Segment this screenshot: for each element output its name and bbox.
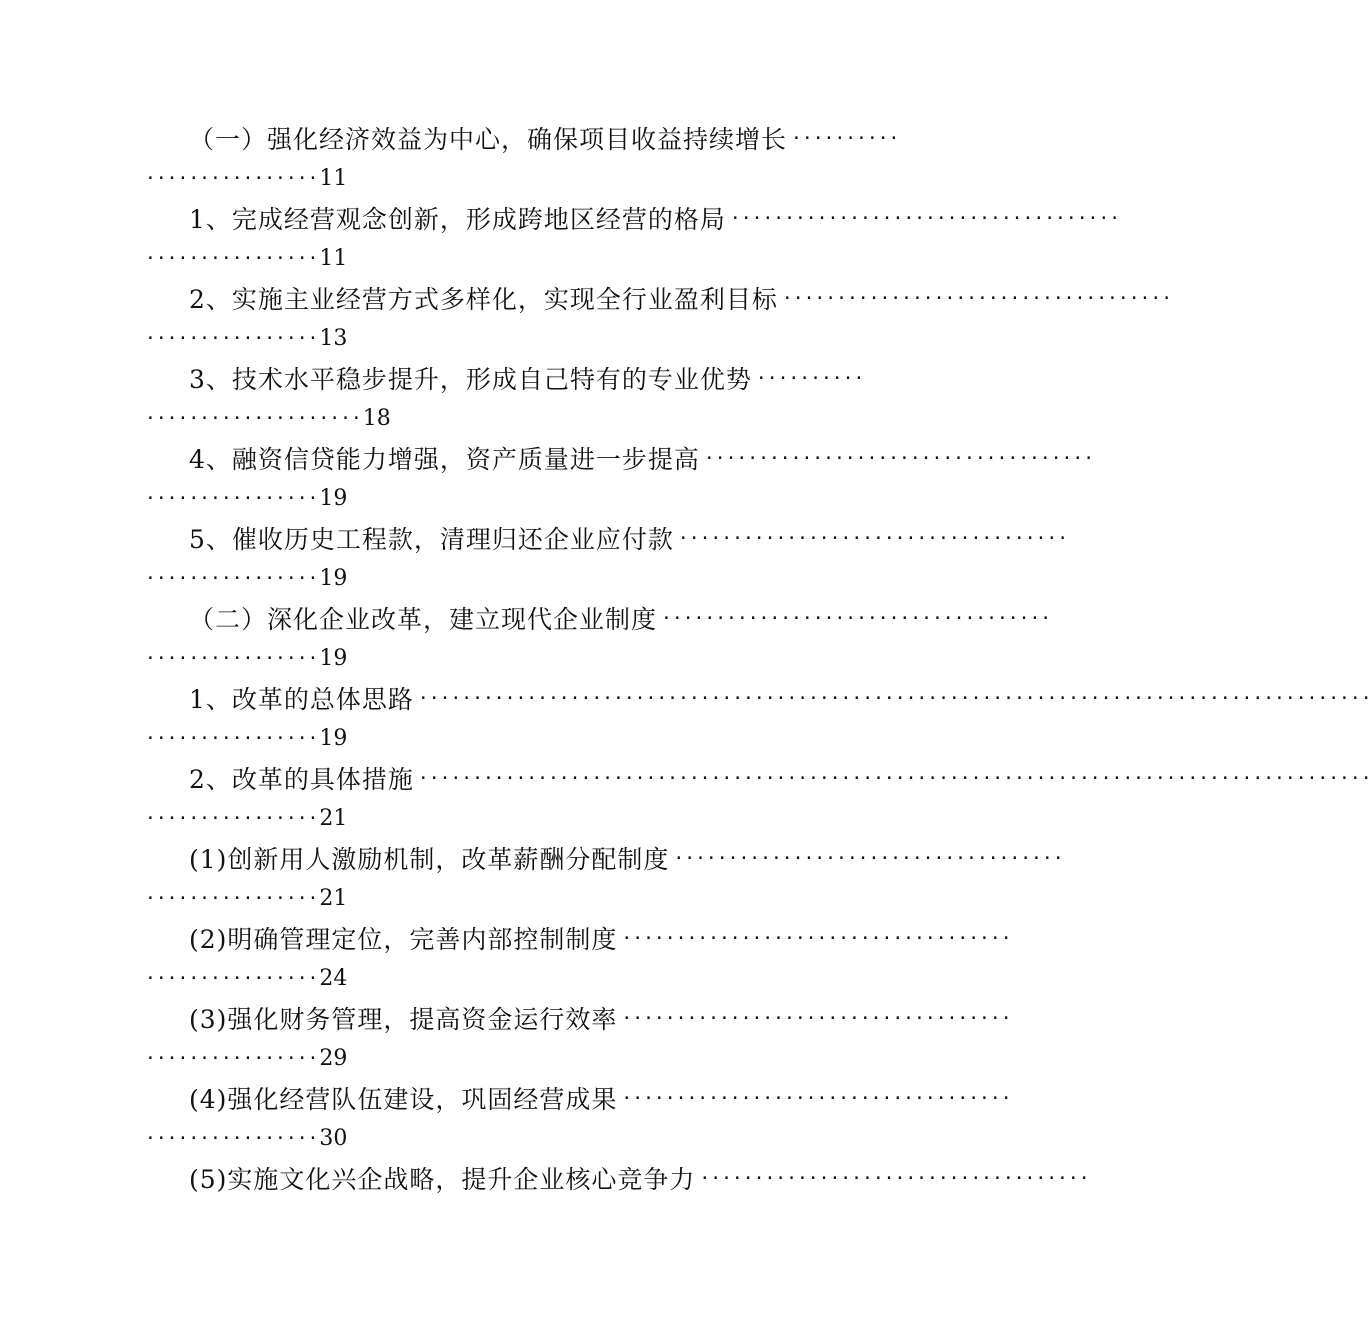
toc-entry[interactable] (0, 678, 1372, 758)
toc-page-number: 13 (319, 325, 348, 351)
toc-page-number: 19 (319, 485, 348, 511)
toc-entry-continuation (145, 960, 347, 996)
toc-leader-dots: ················ (145, 567, 319, 589)
toc-page-number: 19 (319, 565, 348, 591)
toc-leader-dots: ························································································ (417, 767, 1372, 789)
toc-entry[interactable] (0, 1078, 1012, 1158)
toc-entry-title: (3)强化财务管理，提高资金运行效率 (189, 1005, 618, 1034)
toc-entry-line (189, 518, 1069, 558)
toc-entry[interactable] (0, 118, 950, 198)
toc-entry[interactable] (0, 1158, 1090, 1238)
toc-entry-title: 2、实施主业经营方式多样化，实现全行业盈利目标 (189, 285, 778, 314)
toc-entry[interactable] (0, 358, 950, 438)
toc-entry-line (189, 918, 1012, 958)
toc-entry-continuation (145, 720, 347, 756)
toc-entry-line (189, 1078, 1012, 1118)
toc-entry-continuation (145, 400, 391, 436)
toc-entry-line (189, 358, 865, 398)
toc-entry-line (189, 1158, 1090, 1198)
toc-entry-title: 3、技术水平稳步提升，形成自己特有的专业优势 (189, 365, 752, 394)
toc-entry-line (189, 838, 1064, 878)
toc-leader-dots: ···································· (677, 527, 1069, 549)
toc-leader-dots: ················ (145, 887, 319, 909)
toc-entry[interactable] (0, 198, 1121, 278)
toc-leader-dots: ···································· (729, 207, 1121, 229)
toc-entry-line (189, 118, 900, 158)
toc-leader-dots: ················ (145, 807, 319, 829)
toc-entry[interactable] (0, 278, 1173, 358)
toc-page-number: 29 (319, 1045, 348, 1071)
toc-leader-dots: ················ (145, 967, 319, 989)
toc-leader-dots: ················ (145, 327, 319, 349)
toc-entry-title: 1、完成经营观念创新，形成跨地区经营的格局 (189, 205, 726, 234)
toc-page-number: 30 (319, 1125, 348, 1151)
toc-leader-dots: ···································· (621, 1087, 1012, 1109)
toc-leader-dots: ················ (145, 727, 319, 749)
toc-entry-continuation (145, 1040, 347, 1076)
toc-entry-continuation (145, 160, 347, 196)
toc-entry-line (189, 598, 1052, 638)
toc-page-number: 11 (319, 165, 348, 191)
toc-page-number: 21 (319, 885, 348, 911)
toc-leader-dots: ···················· (145, 407, 362, 429)
toc-entry-line (189, 278, 1173, 318)
toc-entry-line (189, 438, 1095, 478)
toc-leader-dots: ·········· (791, 127, 900, 149)
toc-page-number: 11 (319, 245, 348, 271)
toc-leader-dots: ················ (145, 647, 319, 669)
toc-entry[interactable] (0, 518, 1069, 598)
toc-leader-dots: ···································· (621, 927, 1012, 949)
toc-entry-title: (5)实施文化兴企战略，提升企业核心竞争力 (189, 1165, 696, 1194)
toc-leader-dots: ················ (145, 247, 319, 269)
toc-leader-dots: ·········· (755, 367, 865, 389)
toc-entry-line (189, 678, 1372, 718)
toc-entry[interactable] (0, 598, 1052, 678)
toc-leader-dots: ························································································ (417, 687, 1372, 709)
toc-page-number: 21 (319, 805, 348, 831)
toc-leader-dots: ················ (145, 1047, 319, 1069)
toc-entry[interactable] (0, 838, 1064, 918)
toc-entry-continuation (145, 880, 347, 916)
toc-entry[interactable] (0, 758, 1372, 838)
toc-entry-line (189, 998, 1012, 1038)
toc-entry-continuation (145, 800, 347, 836)
toc-entry-title: （一）强化经济效益为中心，确保项目收益持续增长 (189, 125, 788, 154)
toc-leader-dots: ···································· (699, 1167, 1090, 1189)
toc-entry-title: (2)明确管理定位，完善内部控制制度 (189, 925, 618, 954)
toc-leader-dots: ················ (145, 167, 319, 189)
toc-page-number: 19 (319, 645, 348, 671)
toc-leader-dots: ···································· (661, 607, 1052, 629)
toc-leader-dots: ···································· (673, 847, 1064, 869)
table-of-contents (0, 118, 1372, 1238)
toc-page-number: 18 (362, 405, 391, 431)
toc-leader-dots: ···································· (621, 1007, 1012, 1029)
toc-entry-title: 5、催收历史工程款，清理归还企业应付款 (189, 525, 674, 554)
toc-leader-dots: ···································· (781, 287, 1173, 309)
toc-entry-line (189, 758, 1372, 798)
toc-page-number: 19 (319, 725, 348, 751)
toc-entry-continuation (145, 560, 347, 596)
toc-entry-title: 4、融资信贷能力增强，资产质量进一步提高 (189, 445, 700, 474)
toc-entry-title: (4)强化经营队伍建设，巩固经营成果 (189, 1085, 618, 1114)
toc-entry-continuation (145, 1120, 347, 1156)
toc-page-number: 24 (319, 965, 348, 991)
toc-entry[interactable] (0, 438, 1095, 518)
toc-entry-title: 1、改革的总体思路 (189, 685, 414, 714)
toc-leader-dots: ················ (145, 1127, 319, 1149)
toc-leader-dots: ················ (145, 487, 319, 509)
toc-entry-continuation (145, 240, 347, 276)
toc-entry-title: 2、改革的具体措施 (189, 765, 414, 794)
toc-entry-continuation (145, 320, 347, 356)
toc-entry[interactable] (0, 998, 1012, 1078)
toc-entry-continuation (145, 640, 347, 676)
toc-entry-title: (1)创新用人激励机制，改革薪酬分配制度 (189, 845, 670, 874)
toc-entry-continuation (145, 480, 347, 516)
toc-entry-line (189, 198, 1121, 238)
toc-leader-dots: ···································· (703, 447, 1095, 469)
toc-entry[interactable] (0, 918, 1012, 998)
toc-entry-title: （二）深化企业改革，建立现代企业制度 (189, 605, 658, 634)
